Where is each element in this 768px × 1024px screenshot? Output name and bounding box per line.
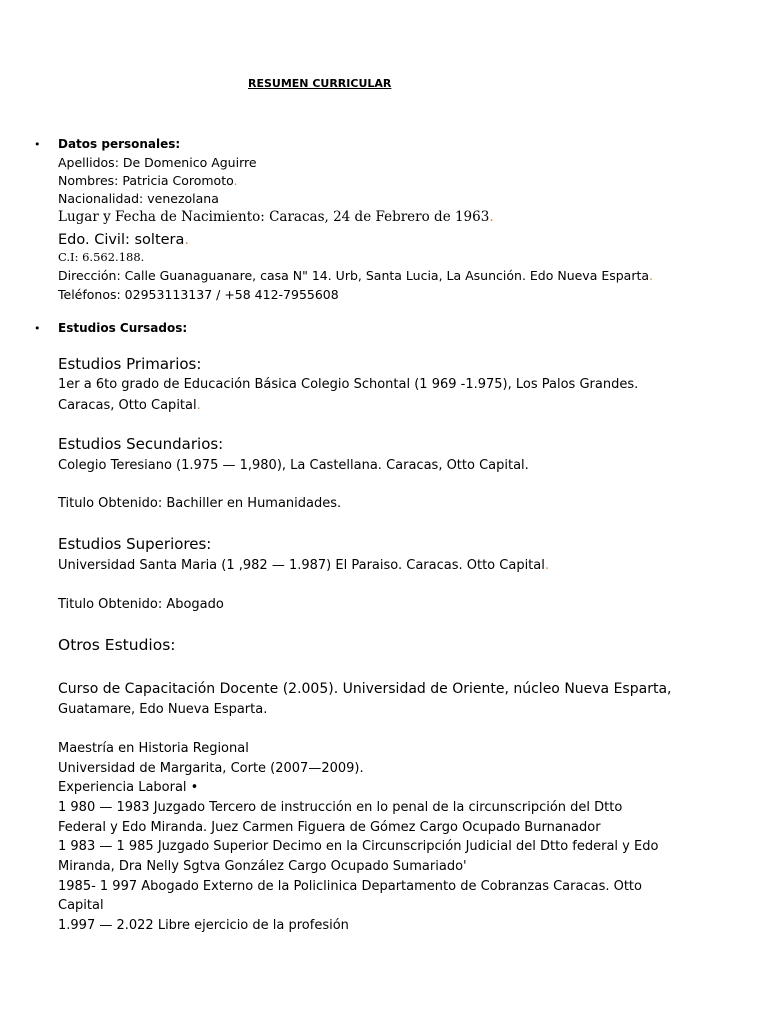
maestria-line-1: Maestría en Historia Regional <box>58 741 249 756</box>
experiencia-line-7: 1.997 — 2.022 Libre ejercicio de la profesión <box>58 918 349 933</box>
estudios-secundarios-heading: Estudios Secundarios: <box>58 435 224 453</box>
maestria-line-2: Universidad de Margarita, Corte (2007—2009). <box>58 761 364 776</box>
otros-estudios-heading: Otros Estudios: <box>58 636 176 654</box>
estudios-primarios-heading: Estudios Primarios: <box>58 355 202 373</box>
experiencia-line-3: 1 983 — 1 985 Juzgado Superior Decimo en la Circunscripción Judicial del Dtto federal y Edo <box>58 839 659 854</box>
experiencia-line-6: Capital <box>58 898 104 913</box>
telefonos-line: Teléfonos: 02953113137 / +58 412-7955608 <box>58 287 339 302</box>
experiencia-line-2: Federal y Edo Miranda. Juez Carmen Figuera de Gómez Cargo Ocupado Burnanador <box>58 820 601 835</box>
document-title: RESUMEN CURRICULAR <box>248 77 392 90</box>
experiencia-laboral-heading: Experiencia Laboral • <box>58 780 199 795</box>
nombres-line: Nombres: Patricia Coromoto. <box>58 173 238 188</box>
ci-line: C.I: 6.562.188. <box>58 250 145 264</box>
bullet-datos-personales: • <box>34 138 41 151</box>
edo-civil-line: Edo. Civil: soltera. <box>58 232 190 248</box>
nacionalidad-line: Nacionalidad: venezolana <box>58 191 219 206</box>
estudios-primarios-line-1: 1er a 6to grado de Educación Básica Colegio Schontal (1 969 -1.975), Los Palos Grandes. <box>58 377 639 392</box>
lugar-fecha-nacimiento-line: Lugar y Fecha de Nacimiento: Caracas, 24 de Febrero de 1963. <box>58 209 494 225</box>
experiencia-line-5: 1985- 1 997 Abogado Externo de la Policlinica Departamento de Cobranzas Caracas. Otto <box>58 879 642 894</box>
bullet-estudios-cursados: • <box>34 322 41 335</box>
titulo-bachiller-line: Titulo Obtenido: Bachiller en Humanidades. <box>58 496 342 511</box>
experiencia-line-1: 1 980 — 1983 Juzgado Tercero de instrucción en lo penal de la circunscripción del Dtto <box>58 800 623 815</box>
estudios-superiores-heading: Estudios Superiores: <box>58 535 212 553</box>
section-heading-estudios-cursados: Estudios Cursados: <box>58 321 188 335</box>
estudios-superiores-line-1: Universidad Santa Maria (1 ,982 — 1.987) El Paraiso. Caracas. Otto Capital. <box>58 558 549 573</box>
experiencia-line-4: Miranda, Dra Nelly Sgtva González Cargo Ocupado Sumariado' <box>58 859 467 874</box>
apellidos-line: Apellidos: De Domenico Aguirre <box>58 155 257 170</box>
estudios-primarios-line-2: Caracas, Otto Capital. <box>58 398 201 413</box>
estudios-secundarios-line-1: Colegio Teresiano (1.975 — 1,980), La Castellana. Caracas, Otto Capital. <box>58 458 529 473</box>
section-heading-datos-personales: Datos personales: <box>58 137 181 151</box>
curso-capacitacion-line-1: Curso de Capacitación Docente (2.005). Universidad de Oriente, núcleo Nueva Esparta, <box>58 681 672 697</box>
titulo-abogado-line: Titulo Obtenido: Abogado <box>58 597 224 612</box>
direccion-line: Dirección: Calle Guanaguanare, casa N" 14. Urb, Santa Lucia, La Asunción. Edo Nueva Esparta. <box>58 268 654 283</box>
curso-capacitacion-line-2: Guatamare, Edo Nueva Esparta. <box>58 702 268 717</box>
